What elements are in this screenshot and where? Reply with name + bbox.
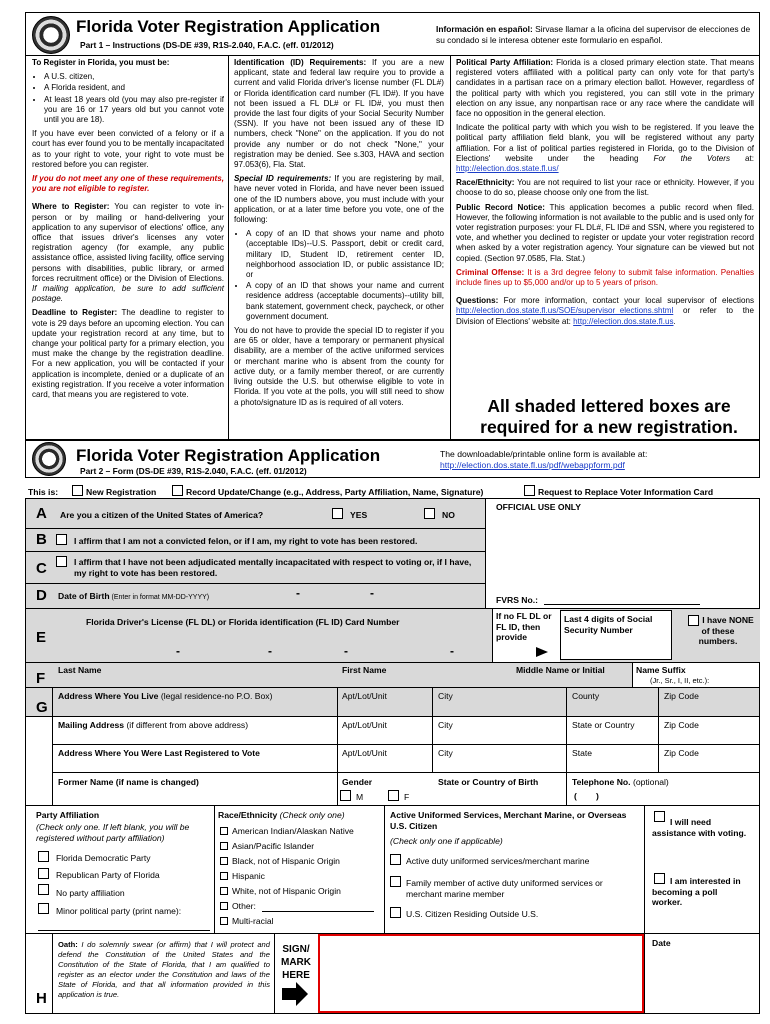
- party-heading: Political Party Affiliation:: [456, 58, 554, 67]
- dob-label-text: Date of Birth: [58, 591, 110, 601]
- fvrs-label: FVRS No.:: [496, 595, 539, 605]
- gender-m-label: M: [356, 792, 364, 802]
- rule-v: [644, 933, 645, 1014]
- oath-text: [58, 940, 270, 1000]
- gender-f-label: F: [404, 792, 410, 802]
- race-option: White, not of Hispanic Origin: [232, 886, 341, 896]
- party-democratic-checkbox[interactable]: [38, 851, 49, 862]
- race-heading: [218, 810, 345, 821]
- gender-f-checkbox[interactable]: [388, 790, 399, 801]
- questions-text: For more information, contact your local supervisor of elections: [498, 296, 754, 306]
- list-item: • A Florida resident, and: [44, 83, 224, 93]
- official-divider: [485, 498, 486, 608]
- spanish-text: Sirvase llamar a la oficina del supervisor de elecciones de su condado si le interesa obtener este formulario en español.: [436, 24, 751, 45]
- race-heading: Race/Ethnicity:: [456, 178, 515, 188]
- this-is-label: This is:: [28, 487, 59, 497]
- not-eligible-warning: If you do not meet any one of these requirements, you are not eligible to register.: [32, 174, 224, 194]
- military-instruction: (Check only one if applicable): [390, 836, 503, 846]
- rule-v: [337, 687, 338, 805]
- poll-worker-label: I am interested in becoming a poll worker.: [652, 876, 741, 907]
- party-option: Republican Party of Florida: [56, 870, 160, 880]
- race-checkbox[interactable]: [220, 887, 228, 895]
- exempt-text: You do not have to provide the special ID to register if you are 65 or older, have a temporary or permanent physical disability, are a member of the active uniformed services or merchant marine who is absent from the county for active duty, or a family member thereof, or are currently living outside the U.S. but otherwise eligible to vote in Florida. If you vote at the polls, you will still need to show a photo/signature ID as is required of all voters.: [234, 326, 444, 407]
- race-option: Black, not of Hispanic Origin: [232, 856, 340, 866]
- for-the-voters: For the Voters: [653, 153, 731, 163]
- felony-text: If you have ever been convicted of a felony or if a court has ever found you to be mentally incapacitated as to your right to vote, your right to vote must be restored before you can register.: [32, 129, 224, 169]
- id-heading: Identification (ID) Requirements:: [234, 58, 367, 67]
- phone-label: [572, 777, 669, 788]
- part1-header-rule: [25, 55, 760, 56]
- elections-link[interactable]: http://election.dos.state.fl.us/: [456, 164, 559, 174]
- part2-title: Florida Voter Registration Application: [76, 446, 381, 465]
- special-id-list: [246, 229, 444, 322]
- ssn-label: Last 4 digits of Social Security Number: [564, 614, 653, 635]
- military-option: Family member of active duty uniformed services or merchant marine member: [406, 878, 603, 899]
- dl-separator: -: [344, 644, 348, 658]
- party-option: Florida Democratic Party: [56, 853, 151, 863]
- party-text: Florida is a closed primary election state. That means registered voters affiliated with a political party can only vote for that party's candidates in a partisan race on a primary election ballot. However, regardless of the political party with which you registered, you can still vote in the primary election on any issue, any nonpartisan race or any race where the candidate will face no opposition in the general election.: [456, 58, 754, 119]
- list-item: • A copy of an ID that shows your name and photo (acceptable IDs)--U.S. Passport, debit or credit card, military ID, Student ID, retirement center ID, neighborhood association ID, or public assistance ID; or: [246, 229, 444, 280]
- race-instruction: (Check only one): [277, 810, 345, 820]
- list-item: • At least 18 years old (you may also pre-register if you are 16 or 17 years old but you cannot vote until you are 18).: [44, 95, 224, 126]
- special-id-heading: Special ID requirements:: [234, 174, 332, 184]
- apt-label: Apt/Lot/Unit: [342, 691, 387, 701]
- gender-m-checkbox[interactable]: [340, 790, 351, 801]
- where-postage: If mailing application, be sure to add sufficient postage.: [32, 284, 224, 304]
- dob-separator: -: [296, 586, 300, 600]
- must-be-heading: To Register in Florida, you must be:: [32, 58, 170, 67]
- rule-v: [658, 687, 659, 772]
- new-registration-label: New Registration: [86, 487, 157, 497]
- fvrs-line: [544, 604, 700, 605]
- address-label-sub: (legal residence-no P.O. Box): [158, 691, 273, 701]
- arrow-right-icon: [282, 988, 296, 1000]
- other-race-line: [262, 911, 374, 912]
- citizen-no-checkbox[interactable]: [424, 508, 435, 519]
- public-record-text: This application becomes a public record when filed. However, the following information is not available to the public and is used only for voter registration purposes: your FL DL#, FL ID# and SSN, where you registered to vote, and whether you declined to register or update your voter registration record when asked by a voter registration agency. Your signature can be viewed but not copied. (Section 97.0585, Fla. Stat.): [456, 202, 754, 263]
- deadline-text: The deadline to register to vote is 29 days before an upcoming election. You can update your registration record at any time, but to change your political party for a primary election, you must make the change by the registration deadline. For a new application, you will be contacted if your application is incomplete, denied or a duplicate of an existing registration. If you receive a voter information card, that means you are registered to vote.: [32, 308, 224, 400]
- race-option: Asian/Pacific Islander: [232, 841, 315, 851]
- race-checkbox[interactable]: [220, 857, 228, 865]
- race-checkbox[interactable]: [220, 902, 228, 910]
- list-item: • A U.S. citizen,: [44, 72, 224, 82]
- zip-label: Zip Code: [664, 691, 699, 701]
- letter-h: H: [36, 990, 47, 1007]
- part1-divider-1: [228, 55, 229, 440]
- party-option: Minor political party (print name):: [56, 906, 182, 916]
- requirements-list: [44, 72, 224, 125]
- indicate-at: at:: [730, 153, 755, 163]
- where-heading: Where to Register:: [32, 202, 110, 212]
- citizen-question: Are you a citizen of the United States of America?: [60, 510, 264, 520]
- state-label: State: [572, 748, 593, 758]
- id-text: If you are a new applicant, state and federal law require you to provide a current and valid Florida driver's license number (FL DL#) or Florida identification card number (FL ID#). If you have not been issued a FL DL# or FL ID#, you must then provide the last four digits of your Social Security Number (SSN). If you have not been issued any of these ID numbers, check "None" on the application. If you do not provide any number or do not check "None," your registration may be denied. See s.303, HAVA and section 97.053(6), Fla. Stat.: [234, 58, 444, 170]
- spanish-note: [436, 24, 752, 45]
- spanish-label: Información en español:: [436, 24, 533, 34]
- phone-area: ( ): [574, 791, 599, 801]
- letter-a: A: [36, 505, 47, 522]
- supervisor-link[interactable]: http://election.dos.state.fl.us/SOE/supervisor_elections.shtml: [456, 306, 674, 316]
- rule-v: [566, 687, 567, 805]
- party-option: No party affiliation: [56, 888, 125, 898]
- incapacitated-affirm-checkbox[interactable]: [56, 556, 67, 567]
- felon-affirm-text: I affirm that I am not a convicted felon, or if I am, my right to vote has been restored.: [74, 536, 418, 546]
- division-link[interactable]: http://election.dos.state.fl.us: [573, 316, 674, 326]
- dl-separator: -: [176, 644, 180, 658]
- record-update-checkbox[interactable]: [172, 485, 183, 496]
- city-label: City: [438, 748, 453, 758]
- mailing-label: [58, 720, 248, 731]
- letter-g: G: [36, 699, 48, 716]
- race-text: You are not required to list your race or ethnicity. However, if you choose to do so, please choose only one from the list.: [456, 178, 754, 198]
- gender-label: Gender: [342, 777, 373, 787]
- dob-separator: -: [370, 586, 374, 600]
- where-text: You can register to vote in-person or by mailing or hand-delivering your application to any supervisor of elections' office, any office that issues driver's licenses any voter registration agency (for example, any public assistance office, assisted living facility, office serving persons with disabilities, public library, or armed forces recruitment office) or the Division of Elections.: [32, 202, 224, 283]
- dl-separator: -: [450, 644, 454, 658]
- part1-divider-2: [450, 55, 451, 440]
- zip-label: Zip Code: [664, 720, 699, 730]
- record-update-label: Record Update/Change (e.g., Address, Party Affiliation, Name, Signature): [186, 487, 484, 497]
- state-country-label: State or Country: [572, 720, 635, 730]
- mailing-label-sub: (if different from above address): [124, 720, 249, 730]
- none-label: I have NONE of these numbers.: [698, 615, 754, 646]
- part1-column-2: [234, 58, 444, 412]
- rule-v: [214, 805, 215, 933]
- middle-name-label: Middle Name or Initial: [516, 665, 605, 675]
- phone-optional: (optional): [630, 777, 669, 787]
- rule-v: [644, 805, 645, 933]
- rule: [52, 772, 760, 773]
- citizen-yes-checkbox[interactable]: [332, 508, 343, 519]
- special-id-text: If you are registering by mail, have never voted in Florida, and have never been issued one of the ID numbers above, you must include with your application, or at a later time before you vote, one of the following:: [234, 174, 444, 225]
- rule-v: [384, 805, 385, 933]
- rule: [25, 805, 760, 806]
- part2-subtitle: Part 2 – Form (DS-DE #39, R1S-2.040, F.A.C. (eff. 01/2012): [80, 466, 307, 476]
- rule-v: [274, 933, 275, 1014]
- rule-v: [52, 933, 53, 1014]
- arrow-right-icon: [296, 982, 308, 1006]
- new-registration-checkbox[interactable]: [72, 485, 83, 496]
- former-name-label: Former Name (if name is changed): [58, 777, 199, 787]
- zip-label: Zip Code: [664, 748, 699, 758]
- assistance-label: I will need assistance with voting.: [652, 817, 747, 838]
- part1-subtitle: Part 1 – Instructions (DS-DE #39, R1S-2.040, F.A.C. (eff. 01/2012): [80, 40, 334, 50]
- letter-d: D: [36, 587, 47, 604]
- county-label: County: [572, 691, 600, 701]
- race-option: Other:: [232, 901, 256, 911]
- minor-party-line: [38, 930, 210, 931]
- city-label: City: [438, 720, 453, 730]
- first-name-label: First Name: [342, 665, 387, 675]
- military-heading: Active Uniformed Services, Merchant Marine, or Overseas U.S. Citizen: [390, 810, 627, 831]
- state-seal-icon: [32, 442, 66, 476]
- sign-here-label: SIGN/ MARK HERE: [281, 944, 311, 981]
- letter-e: E: [36, 629, 47, 646]
- phone-label-text: Telephone No.: [572, 777, 631, 787]
- letter-c: C: [36, 560, 47, 577]
- dl-separator: -: [268, 644, 272, 658]
- part1-title: Florida Voter Registration Application: [76, 17, 381, 36]
- form-link[interactable]: http://election.dos.state.fl.us/pdf/webappform.pdf: [440, 460, 625, 470]
- military-active-checkbox[interactable]: [390, 854, 401, 865]
- fl-dl-label: Florida Driver's License (FL DL) or Florida identification (FL ID) Card Number: [86, 617, 400, 627]
- suffix-example: (Jr., Sr., I, II, etc.):: [650, 676, 710, 685]
- rule: [52, 744, 760, 745]
- criminal-text: It is a 3rd degree felony to submit false information. Penalties include fines up to $5,000 and/or up to 5 years of prison.: [456, 267, 754, 288]
- oath-body: I do solemnly swear (or affirm) that I will protect and defend the Constitution of the United States and the Constitution of the State of Florida, that I am qualified to register as an elector under the Constitution and laws of the State of Florida, and that all information provided in this application is true.: [58, 940, 270, 999]
- dob-label: [58, 591, 209, 604]
- questions-text-2: or refer to the Division of Elections' website at:: [456, 306, 754, 326]
- incapacitated-affirm-text: I affirm that I have not been adjudicated mentally incapacitated with respect to voting or, if I have, my right to vote has been restored.: [74, 557, 472, 578]
- replace-card-label: Request to Replace Voter Information Card: [538, 487, 714, 497]
- part1-column-1: [32, 58, 224, 404]
- oath-heading: Oath:: [58, 940, 78, 949]
- if-no-dl-label: If no FL DL or FL ID, then provide: [496, 611, 552, 642]
- race-checkbox[interactable]: [220, 827, 228, 835]
- arrow-right-icon: [536, 647, 548, 657]
- deadline-heading: Deadline to Register:: [32, 308, 118, 318]
- public-record-heading: Public Record Notice:: [456, 202, 545, 212]
- suffix-label: Name Suffix: [636, 665, 686, 675]
- birth-place-label: State or Country of Birth: [438, 777, 539, 787]
- race-checkbox[interactable]: [220, 842, 228, 850]
- mailing-label-text: Mailing Address: [58, 720, 125, 730]
- party-minor-checkbox[interactable]: [38, 903, 49, 914]
- letter-f: F: [36, 670, 46, 687]
- race-heading-text: Race/Ethnicity: [218, 810, 278, 820]
- questions-text-3: .: [673, 316, 676, 326]
- apt-label: Apt/Lot/Unit: [342, 720, 387, 730]
- questions-heading: Questions:: [456, 296, 499, 306]
- official-use-label: OFFICIAL USE ONLY: [496, 502, 581, 512]
- rule: [25, 716, 760, 717]
- military-family-checkbox[interactable]: [390, 876, 401, 887]
- party-none-checkbox[interactable]: [38, 884, 49, 895]
- last-name-label: Last Name: [58, 665, 102, 675]
- felon-affirm-checkbox[interactable]: [56, 534, 67, 545]
- no-label: NO: [442, 510, 455, 520]
- military-option: Active duty uniformed services/merchant marine: [406, 856, 590, 866]
- address-label-text: Address Where You Live: [58, 691, 159, 701]
- yes-label: YES: [350, 510, 368, 520]
- rule-v: [432, 687, 433, 772]
- race-option: Hispanic: [232, 871, 265, 881]
- address-label: [58, 691, 272, 702]
- rule-v: [492, 608, 493, 662]
- criminal-heading: Criminal Offense:: [456, 267, 525, 277]
- replace-card-checkbox[interactable]: [524, 485, 535, 496]
- download-note: The downloadable/printable online form is available at:: [440, 449, 648, 459]
- apt-label: Apt/Lot/Unit: [342, 748, 387, 758]
- city-label: City: [438, 691, 453, 701]
- race-option: Multi-racial: [232, 916, 274, 926]
- race-option: American Indian/Alaskan Native: [232, 826, 354, 836]
- list-item: • A copy of an ID that shows your name and current residence address (acceptable documents)--utility bill, bank statement, government check, paycheck, or other government document.: [246, 281, 444, 322]
- military-option: U.S. Citizen Residing Outside U.S.: [406, 909, 539, 919]
- party-republican-checkbox[interactable]: [38, 868, 49, 879]
- shaded-notice: All shaded lettered boxes are required for a new registration.: [480, 396, 738, 437]
- rule-v: [52, 687, 53, 805]
- part1-column-3: [456, 58, 754, 331]
- last-registered-label: Address Where You Were Last Registered to Vote: [58, 748, 260, 758]
- military-overseas-checkbox[interactable]: [390, 907, 401, 918]
- dob-format: (Enter in format MM-DD-YYYY): [109, 594, 210, 601]
- rule-v: [632, 662, 633, 687]
- signature-box[interactable]: [318, 934, 644, 1013]
- race-checkbox[interactable]: [220, 872, 228, 880]
- date-label: Date: [652, 938, 671, 948]
- party-instruction: (Check only one. If left blank, you will be registered without party affiliation): [36, 822, 190, 843]
- state-seal-icon: [32, 16, 70, 54]
- letter-b: B: [36, 531, 47, 548]
- indicate-text: Indicate the political party with which you wish to be registered. If you leave the political party affiliation field blank, you will be registered without any party affiliation. For a list of political parties registered in Florida, go to the Division of Elections' website under the heading: [456, 123, 754, 163]
- party-heading: Party Affiliation: [36, 810, 100, 820]
- race-checkbox[interactable]: [220, 917, 228, 925]
